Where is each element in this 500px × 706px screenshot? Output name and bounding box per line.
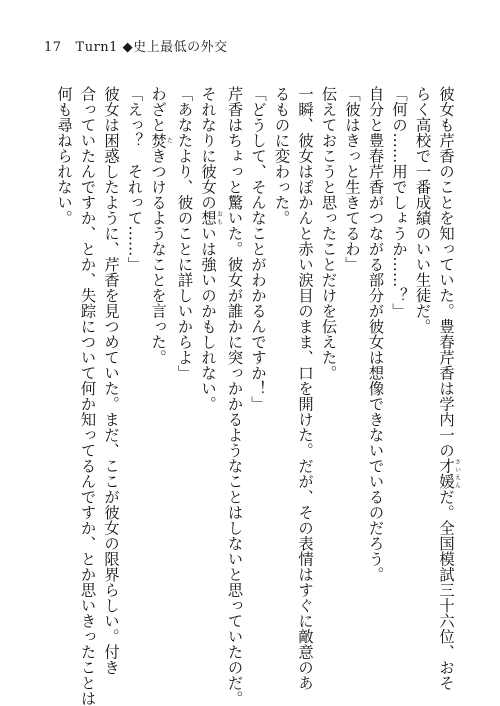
text-line-15: 彼女は困惑したように、芹香を見つめていた。まだ、ここが彼女の限界らしい。付き — [102, 86, 120, 675]
text-segment: いは強いのかもしれない。 — [199, 225, 217, 412]
text-segment: わざと — [149, 86, 167, 133]
text-segment: きつけるようなことを言った。 — [149, 148, 167, 365]
text-segment: それなりに彼女の — [199, 86, 217, 210]
text-line-17: 何も尋ねられない。 — [55, 86, 73, 226]
text-line-13 — [146, 86, 173, 686]
ruby-base: 才媛 — [437, 458, 455, 489]
text-line-6: 伝えておこうと思ったことだけを伝えた。 — [319, 86, 338, 381]
ruby-ta — [149, 132, 173, 149]
text-line-1 — [434, 86, 461, 691]
text-line-7: 一瞬、彼女はぽかんと赤い涙目のまま、口を開けた。だが、その表情はすぐに敵意のあ — [296, 86, 314, 691]
ruby-base: 焚 — [149, 132, 167, 148]
text-line-3: 「何の……用でしょうか……？」 — [390, 86, 408, 319]
text-segment: 彼女も芹香のことを知っていた。豊春芹香は学内一の — [437, 86, 455, 458]
text-line-8: るものに変わった。 — [272, 86, 291, 226]
text-line-14: 「えっ？ それって……」 — [125, 86, 144, 272]
vertical-body-text — [52, 86, 461, 706]
running-title: Turn1 ◆史上最低の外交 — [75, 40, 228, 55]
ruby-reading: おも — [215, 210, 223, 226]
text-line-4: 自分と豊春芹香がつながる部分が彼女は想像できないでいるのだろう。 — [366, 86, 385, 582]
text-line-10: 芹香はちょっと驚いた。彼女が誰かに突っかかるようなことはしないと思っていたのだ。 — [225, 86, 244, 706]
text-line-9: 「どうして、そんなことがわかるんですか！」 — [249, 86, 267, 412]
text-line-5: 「彼はきっと生きてるわ」 — [343, 86, 361, 272]
page-number: 17 — [44, 40, 62, 55]
ruby-saien — [437, 458, 461, 489]
text-segment: だ。全国模試三十六位、おそ — [437, 489, 455, 691]
ruby-base: 想 — [199, 210, 217, 226]
text-line-11 — [196, 86, 223, 686]
ruby-omo — [199, 210, 223, 226]
text-line-16: 合っていたんですか、とか、失踪について何か知ってるんですか、とか思いきったことは — [78, 86, 97, 706]
ruby-reading: さいえん — [453, 458, 461, 489]
text-line-2: らく高校で一番成績のいい生徒だ。 — [413, 86, 432, 334]
text-line-12: 「あなたより、彼のことに詳しいからよ」 — [175, 86, 194, 381]
page-header — [44, 36, 228, 55]
ruby-reading: た — [165, 132, 173, 148]
